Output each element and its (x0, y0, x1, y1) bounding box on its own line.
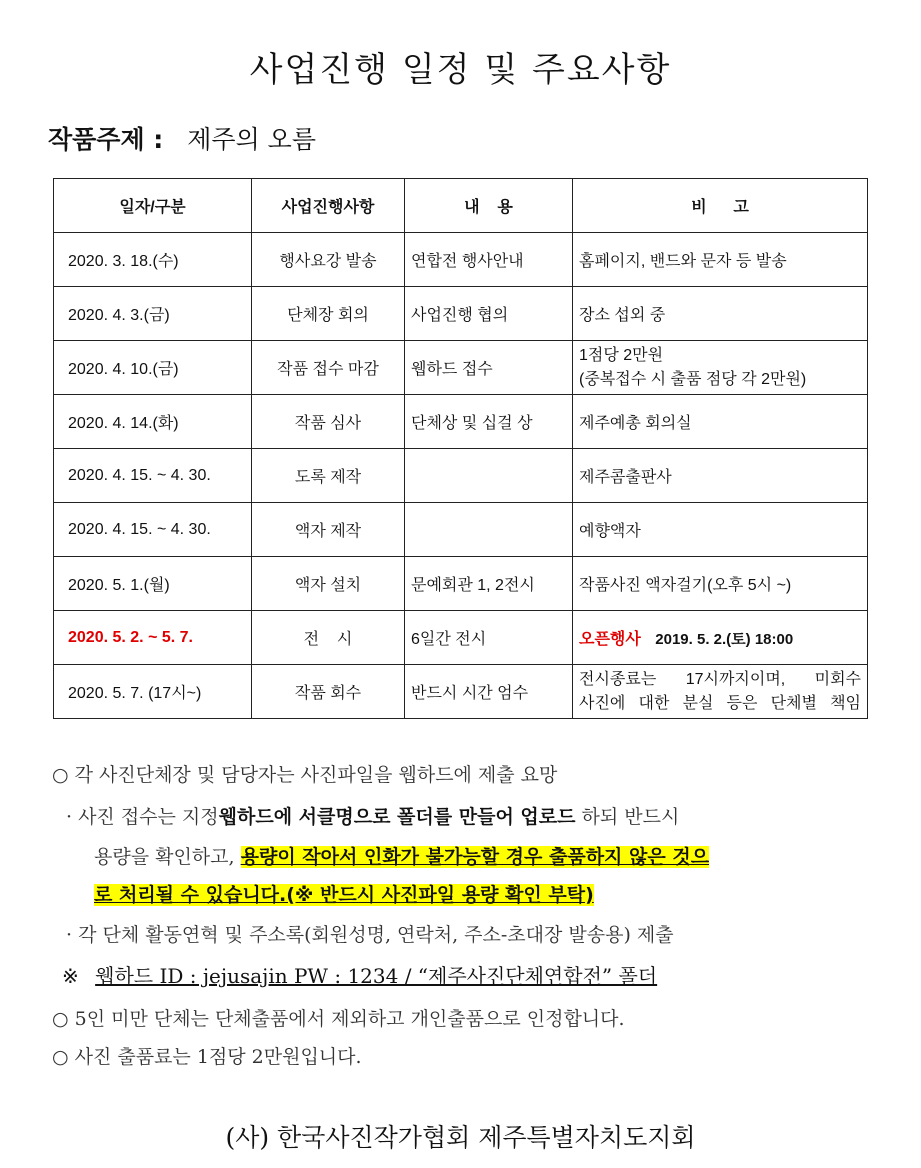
table-row (54, 557, 868, 611)
row-content: 연합전 행사안내 (405, 233, 573, 287)
row-note (573, 611, 868, 665)
subject-value: 제주의 오름 (187, 125, 316, 154)
row-date: 2020. 4. 15. ~ 4. 30. (54, 449, 252, 503)
row-note: 홈페이지, 밴드와 문자 등 발송 (573, 233, 868, 287)
row-note: 제주콤출판사 (573, 449, 868, 503)
row-item: 도록 제작 (252, 449, 405, 503)
row-item: 액자 제작 (252, 503, 405, 557)
row-note-line1: 전시종료는 17시까지이며, 미회수 (579, 670, 861, 688)
header-item: 사업진행사항 (252, 179, 405, 233)
row-note-line2: 사진에 대한 분실 등은 단체별 책임 (579, 694, 861, 712)
table-row (54, 503, 868, 557)
row-date: 2020. 5. 7. (17시~) (54, 665, 252, 719)
footer-organization: (사) 한국사진작가협회 제주특별자치도지회 (225, 1123, 696, 1152)
note-line-6 (62, 960, 657, 989)
row-note (573, 665, 868, 719)
table-row (54, 665, 868, 719)
row-note-time: 2019. 5. 2.(토) 18:00 (655, 631, 794, 648)
webhard-info: 웹하드 ID : jejusajin PW : 1234 / “제주사진단체연합전” 폴더 (95, 964, 658, 988)
note-line-2a: · 사진 접수는 지정 (66, 806, 219, 828)
row-item: 작품 접수 마감 (252, 341, 405, 395)
row-item: 전 시 (252, 611, 405, 665)
row-item: 행사요강 발송 (252, 233, 405, 287)
row-item: 작품 심사 (252, 395, 405, 449)
row-item: 작품 회수 (252, 665, 405, 719)
note-line-4 (94, 880, 594, 907)
note-line-2c: 하되 반드시 (575, 806, 680, 828)
row-item: 단체장 회의 (252, 287, 405, 341)
table-row-exhibition (54, 611, 868, 665)
table-row (54, 287, 868, 341)
row-date: 2020. 3. 18.(수) (54, 233, 252, 287)
table-row (54, 395, 868, 449)
row-content: 단체상 및 십걸 상 (405, 395, 573, 449)
row-date: 2020. 5. 2. ~ 5. 7. (54, 611, 252, 665)
note-line-2b: 웹하드에 서클명으로 폴더를 만들어 업로드 (218, 806, 576, 828)
header-date: 일자/구분 (54, 179, 252, 233)
row-note: 작품사진 액자걸기(오후 5시 ~) (573, 557, 868, 611)
header-content: 내 용 (405, 179, 573, 233)
note-line-3a: 용량을 확인하고, (94, 846, 241, 868)
row-date: 2020. 4. 14.(화) (54, 395, 252, 449)
row-content (405, 503, 573, 557)
row-date: 2020. 4. 10.(금) (54, 341, 252, 395)
row-content: 6일간 전시 (405, 611, 573, 665)
note-line-5: · 각 단체 활동연혁 및 주소록(회원성명, 연락처, 주소-초대장 발송용) 제출 (66, 924, 674, 946)
schedule-table (53, 178, 868, 719)
subject-line (48, 120, 316, 156)
note-line-2 (66, 802, 679, 829)
row-item: 액자 설치 (252, 557, 405, 611)
note-line-7: ○ 5인 미만 단체는 단체출품에서 제외하고 개인출품으로 인정합니다. (52, 1008, 625, 1030)
row-date: 2020. 5. 1.(월) (54, 557, 252, 611)
note-line-3 (94, 842, 709, 869)
row-date: 2020. 4. 15. ~ 4. 30. (54, 503, 252, 557)
note-line-8: ○ 사진 출품료는 1점당 2만원입니다. (52, 1046, 362, 1068)
reference-mark: ※ (62, 964, 79, 988)
row-date: 2020. 4. 3.(금) (54, 287, 252, 341)
note-line-4b: 로 처리될 수 있습니다.(※ 반드시 사진파일 용량 확인 부탁) (94, 884, 594, 906)
row-note-line2: (중복접수 시 출품 점당 각 2만원) (579, 370, 807, 388)
table-header-row (54, 179, 868, 233)
row-content: 웹하드 접수 (405, 341, 573, 395)
subject-label: 작품주제 : (48, 125, 164, 154)
row-note (573, 341, 868, 395)
table-row (54, 341, 868, 395)
row-note: 장소 섭외 중 (573, 287, 868, 341)
note-line-1: ○ 각 사진단체장 및 담당자는 사진파일을 웹하드에 제출 요망 (52, 764, 558, 786)
page-title: 사업진행 일정 및 주요사항 (249, 50, 672, 90)
header-note: 비 고 (573, 179, 868, 233)
row-note: 제주예총 회의실 (573, 395, 868, 449)
table-row (54, 449, 868, 503)
row-note: 예향액자 (573, 503, 868, 557)
row-content (405, 449, 573, 503)
row-content: 사업진행 협의 (405, 287, 573, 341)
row-note-red: 오픈행사 (579, 631, 641, 648)
row-note-line1: 1점당 2만원 (579, 346, 664, 364)
table-row (54, 233, 868, 287)
row-content: 문예회관 1, 2전시 (405, 557, 573, 611)
row-content: 반드시 시간 엄수 (405, 665, 573, 719)
note-line-3b: 용량이 작아서 인화가 불가능할 경우 출품하지 않은 것으 (240, 846, 710, 868)
